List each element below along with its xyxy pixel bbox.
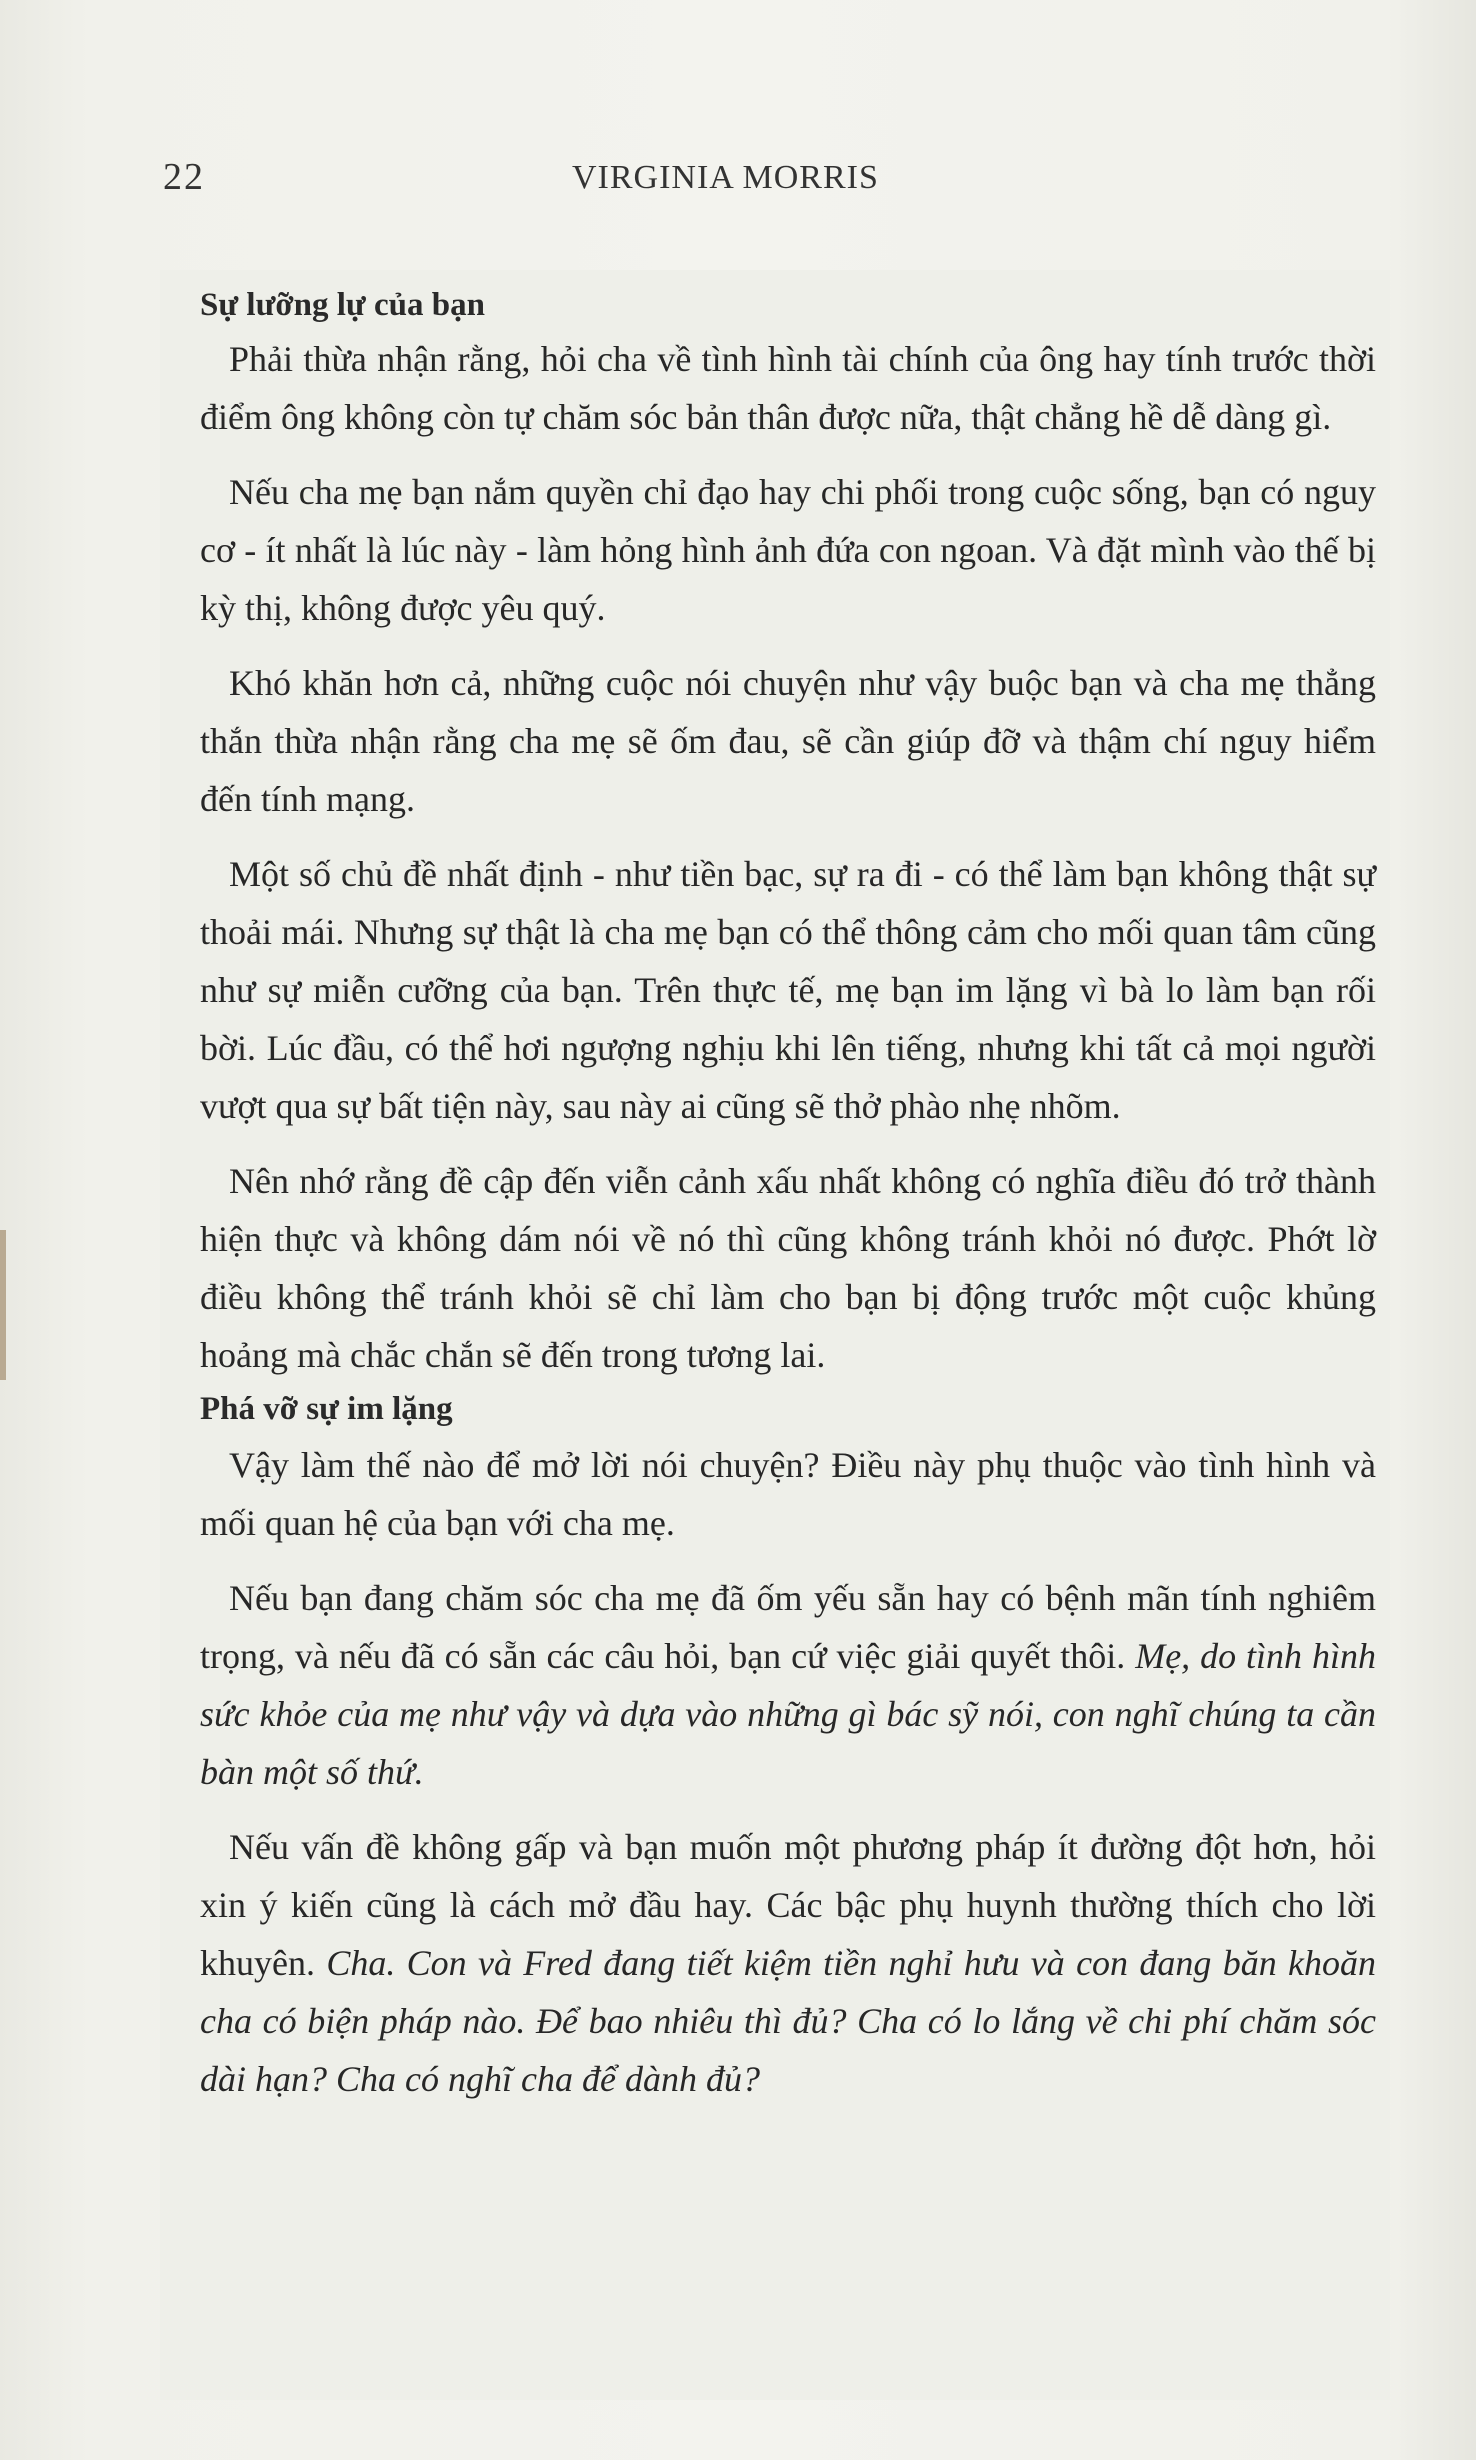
page-edge-tab (0, 1230, 6, 1380)
section-hesitation (200, 280, 1376, 1384)
section-breaking-silence (200, 1384, 1376, 2108)
paragraph-with-dialogue (200, 1818, 1376, 2108)
page-header (0, 155, 1476, 205)
italic-dialogue: Mẹ, do tình hình sức khỏe của mẹ như vậy và dựa vào những gì bác sỹ nói, con nghĩ chúng ta cần bàn một số thứ. (200, 1636, 1376, 1792)
paragraph: Nếu cha mẹ bạn nắm quyền chỉ đạo hay chi phối trong cuộc sống, bạn có nguy cơ - ít nhất là lúc này - làm hỏng hình ảnh đứa con ngoan. Và đặt mình vào thế bị kỳ thị, không được yêu quý. (200, 472, 1376, 628)
paragraph: Một số chủ đề nhất định - như tiền bạc, sự ra đi - có thể làm bạn không thật sự thoải mái. Nhưng sự thật là cha mẹ bạn có thể thông cảm cho mối quan tâm cũng như sự miễn cưỡng của bạn. Trên thực tế, mẹ bạn im lặng vì bà lo làm bạn rối bời. Lúc đầu, có thể hơi ngượng nghịu khi lên tiếng, nhưng khi tất cả mọi người vượt qua sự bất tiện này, sau này ai cũng sẽ thở phào nhẹ nhõm. (200, 854, 1376, 1126)
paragraph: Phải thừa nhận rằng, hỏi cha về tình hình tài chính của ông hay tính trước thời điểm ông không còn tự chăm sóc bản thân được nữa, thật chẳng hề dễ dàng gì. (200, 339, 1376, 437)
paragraph: Khó khăn hơn cả, những cuộc nói chuyện như vậy buộc bạn và cha mẹ thẳng thắn thừa nhận rằng cha mẹ sẽ ốm đau, sẽ cần giúp đỡ và thậm chí nguy hiểm đến tính mạng. (200, 663, 1376, 819)
running-head: VIRGINIA MORRIS (572, 159, 879, 196)
section-heading: Sự lưỡng lự của bạn (200, 287, 485, 323)
section-heading: Phá vỡ sự im lặng (200, 1391, 453, 1427)
paragraph-with-dialogue (200, 1569, 1376, 1801)
paragraph-text: Nếu bạn đang chăm sóc cha mẹ đã ốm yếu sẵn hay có bệnh mãn tính nghiêm trọng, và nếu đã có sẵn các câu hỏi, bạn cứ việc giải quyết thôi. (200, 1578, 1376, 1676)
paragraph-text: Nếu vấn đề không gấp và bạn muốn một phương pháp ít đường đột hơn, hỏi xin ý kiến cũng là cách mở đầu hay. Các bậc phụ huynh thường thích cho lời khuyên. (200, 1827, 1376, 1983)
page-number: 22 (163, 156, 205, 198)
paragraph: Vậy làm thế nào để mở lời nói chuyện? Điều này phụ thuộc vào tình hình và mối quan hệ của bạn với cha mẹ. (200, 1445, 1376, 1543)
page-body (200, 280, 1376, 2108)
italic-dialogue: Cha. Con và Fred đang tiết kiệm tiền nghỉ hưu và con đang băn khoăn cha có biện pháp nào. Để bao nhiêu thì đủ? Cha có lo lắng về chi phí chăm sóc dài hạn? Cha có nghĩ cha để dành đủ? (200, 1943, 1377, 2099)
paragraph: Nên nhớ rằng đề cập đến viễn cảnh xấu nhất không có nghĩa điều đó trở thành hiện thực và không dám nói về nó thì cũng không tránh khỏi nó được. Phớt lờ điều không thể tránh khỏi sẽ chỉ làm cho bạn bị động trước một cuộc khủng hoảng mà chắc chắn sẽ đến trong tương lai. (200, 1161, 1376, 1375)
